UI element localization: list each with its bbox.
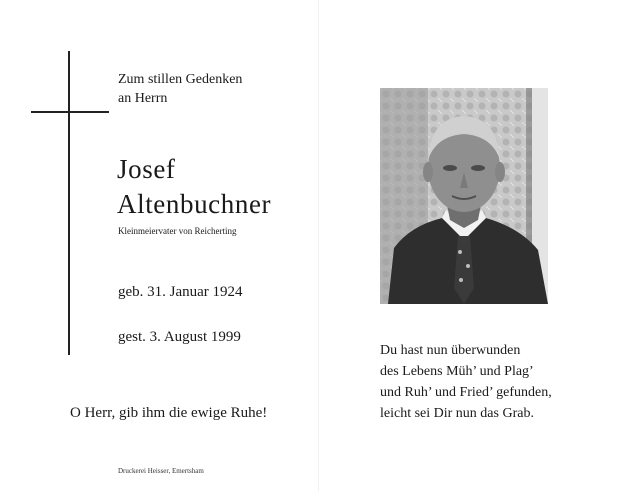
last-name: Altenbuchner <box>117 189 272 219</box>
verse-line-4: leicht sei Dir nun das Grab. <box>380 406 534 421</box>
death-date: gest. 3. August 1999 <box>118 329 241 345</box>
first-name: Josef <box>117 154 176 184</box>
intro-line-1: Zum stillen Gedenken <box>118 72 243 87</box>
portrait-photo <box>380 88 548 304</box>
deceased-name <box>117 152 271 222</box>
intro-line-2: an Herrn <box>118 91 168 106</box>
printer-credit: Druckerei Heisser, Emertsham <box>118 467 204 475</box>
intro-text <box>118 70 242 108</box>
verse-line-3: und Ruh’ und Fried’ gefunden, <box>380 385 552 400</box>
cross-icon <box>68 51 70 355</box>
birth-date: geb. 31. Januar 1924 <box>118 284 243 300</box>
fold-line <box>318 0 319 491</box>
occupation-text: Kleinmeiervater von Reicherting <box>118 226 237 236</box>
verse-line-1: Du hast nun überwunden <box>380 343 521 358</box>
verse-line-2: des Lebens Müh’ und Plag’ <box>380 364 534 379</box>
cross-icon-bar <box>31 111 109 113</box>
prayer-text: O Herr, gib ihm die ewige Ruhe! <box>70 405 268 421</box>
verse-text <box>380 340 552 424</box>
